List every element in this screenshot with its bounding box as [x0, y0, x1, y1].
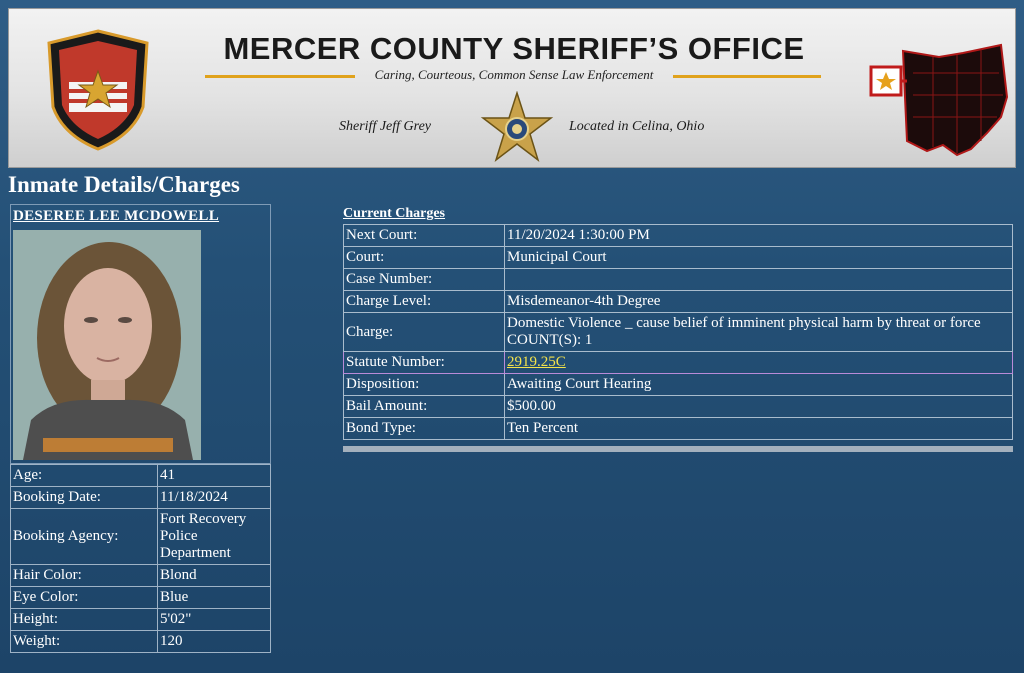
- charge-label: Next Court:: [344, 225, 505, 247]
- charge-row-statute-number: [344, 352, 1013, 374]
- charge-label: Bail Amount:: [344, 396, 505, 418]
- sheriff-star-icon: [479, 91, 555, 167]
- charges-table: [343, 224, 1013, 440]
- charge-label: Court:: [344, 247, 505, 269]
- charge-row-bond-type: [344, 418, 1013, 440]
- charge-row-case-number: [344, 269, 1013, 291]
- page-title: Inmate Details/Charges: [8, 172, 240, 197]
- charge-value: 11/20/2024 1:30:00 PM: [505, 225, 1013, 247]
- detail-label: Booking Date:: [11, 487, 158, 509]
- charge-row-bail-amount: [344, 396, 1013, 418]
- detail-value: Fort Recovery Police Department: [158, 509, 271, 565]
- detail-label: Height:: [11, 609, 158, 631]
- statute-number-link[interactable]: 2919.25C: [507, 354, 566, 370]
- ohio-map-icon: [861, 37, 1011, 159]
- detail-value: 41: [158, 465, 271, 487]
- detail-label: Booking Agency:: [11, 509, 158, 565]
- office-location: Located in Celina, Ohio: [569, 119, 705, 134]
- charge-label: Disposition:: [344, 374, 505, 396]
- inmate-panel: [10, 204, 271, 653]
- sheriff-name: Sheriff Jeff Grey: [339, 119, 432, 134]
- detail-row-height: [11, 609, 271, 631]
- detail-value: Blond: [158, 565, 271, 587]
- charge-value: Ten Percent: [505, 418, 1013, 440]
- detail-row-eye-color: [11, 587, 271, 609]
- detail-label: Eye Color:: [11, 587, 158, 609]
- detail-row-age: [11, 465, 271, 487]
- charge-row-charge-level: [344, 291, 1013, 313]
- detail-row-booking-date: [11, 487, 271, 509]
- charge-value: [505, 269, 1013, 291]
- sheriff-badge-logo: [43, 27, 153, 152]
- detail-value: 120: [158, 631, 271, 653]
- title-rule-left: [205, 75, 355, 78]
- header-banner: [8, 8, 1016, 168]
- detail-row-hair-color: [11, 565, 271, 587]
- title-rule-right: [673, 75, 821, 78]
- charges-panel: [343, 206, 1013, 452]
- charge-row-disposition: [344, 374, 1013, 396]
- charge-value: Municipal Court: [505, 247, 1013, 269]
- charge-value: Misdemeanor-4th Degree: [505, 291, 1013, 313]
- charge-value: Domestic Violence _ cause belief of imminent physical harm by threat or force COUNT(S): 1: [505, 313, 1013, 352]
- charge-value-cell: [505, 352, 1013, 374]
- office-title: MERCER COUNTY SHERIFF’S OFFICE: [223, 31, 805, 66]
- charge-label: Bond Type:: [344, 418, 505, 440]
- charge-label: Charge:: [344, 313, 505, 352]
- charges-heading: Current Charges: [343, 206, 446, 221]
- charge-value: Awaiting Court Hearing: [505, 374, 1013, 396]
- detail-row-booking-agency: [11, 509, 271, 565]
- detail-value: 5'02": [158, 609, 271, 631]
- detail-value: 11/18/2024: [158, 487, 271, 509]
- charges-divider: [343, 446, 1013, 452]
- detail-value: Blue: [158, 587, 271, 609]
- inmate-details-table: [10, 464, 271, 653]
- detail-label: Hair Color:: [11, 565, 158, 587]
- charge-label: Case Number:: [344, 269, 505, 291]
- charge-label: Statute Number:: [344, 352, 505, 374]
- charge-label: Charge Level:: [344, 291, 505, 313]
- inmate-name-link[interactable]: DESEREE LEE MCDOWELL: [10, 204, 271, 228]
- charge-row-court: [344, 247, 1013, 269]
- mugshot-cell: [10, 228, 271, 464]
- inmate-mugshot-image: [13, 230, 201, 460]
- detail-label: Weight:: [11, 631, 158, 653]
- charge-value: $500.00: [505, 396, 1013, 418]
- detail-label: Age:: [11, 465, 158, 487]
- detail-row-weight: [11, 631, 271, 653]
- charge-row-charge: [344, 313, 1013, 352]
- office-tagline: Caring, Courteous, Common Sense Law Enforcement: [374, 67, 654, 82]
- charge-row-next-court: [344, 225, 1013, 247]
